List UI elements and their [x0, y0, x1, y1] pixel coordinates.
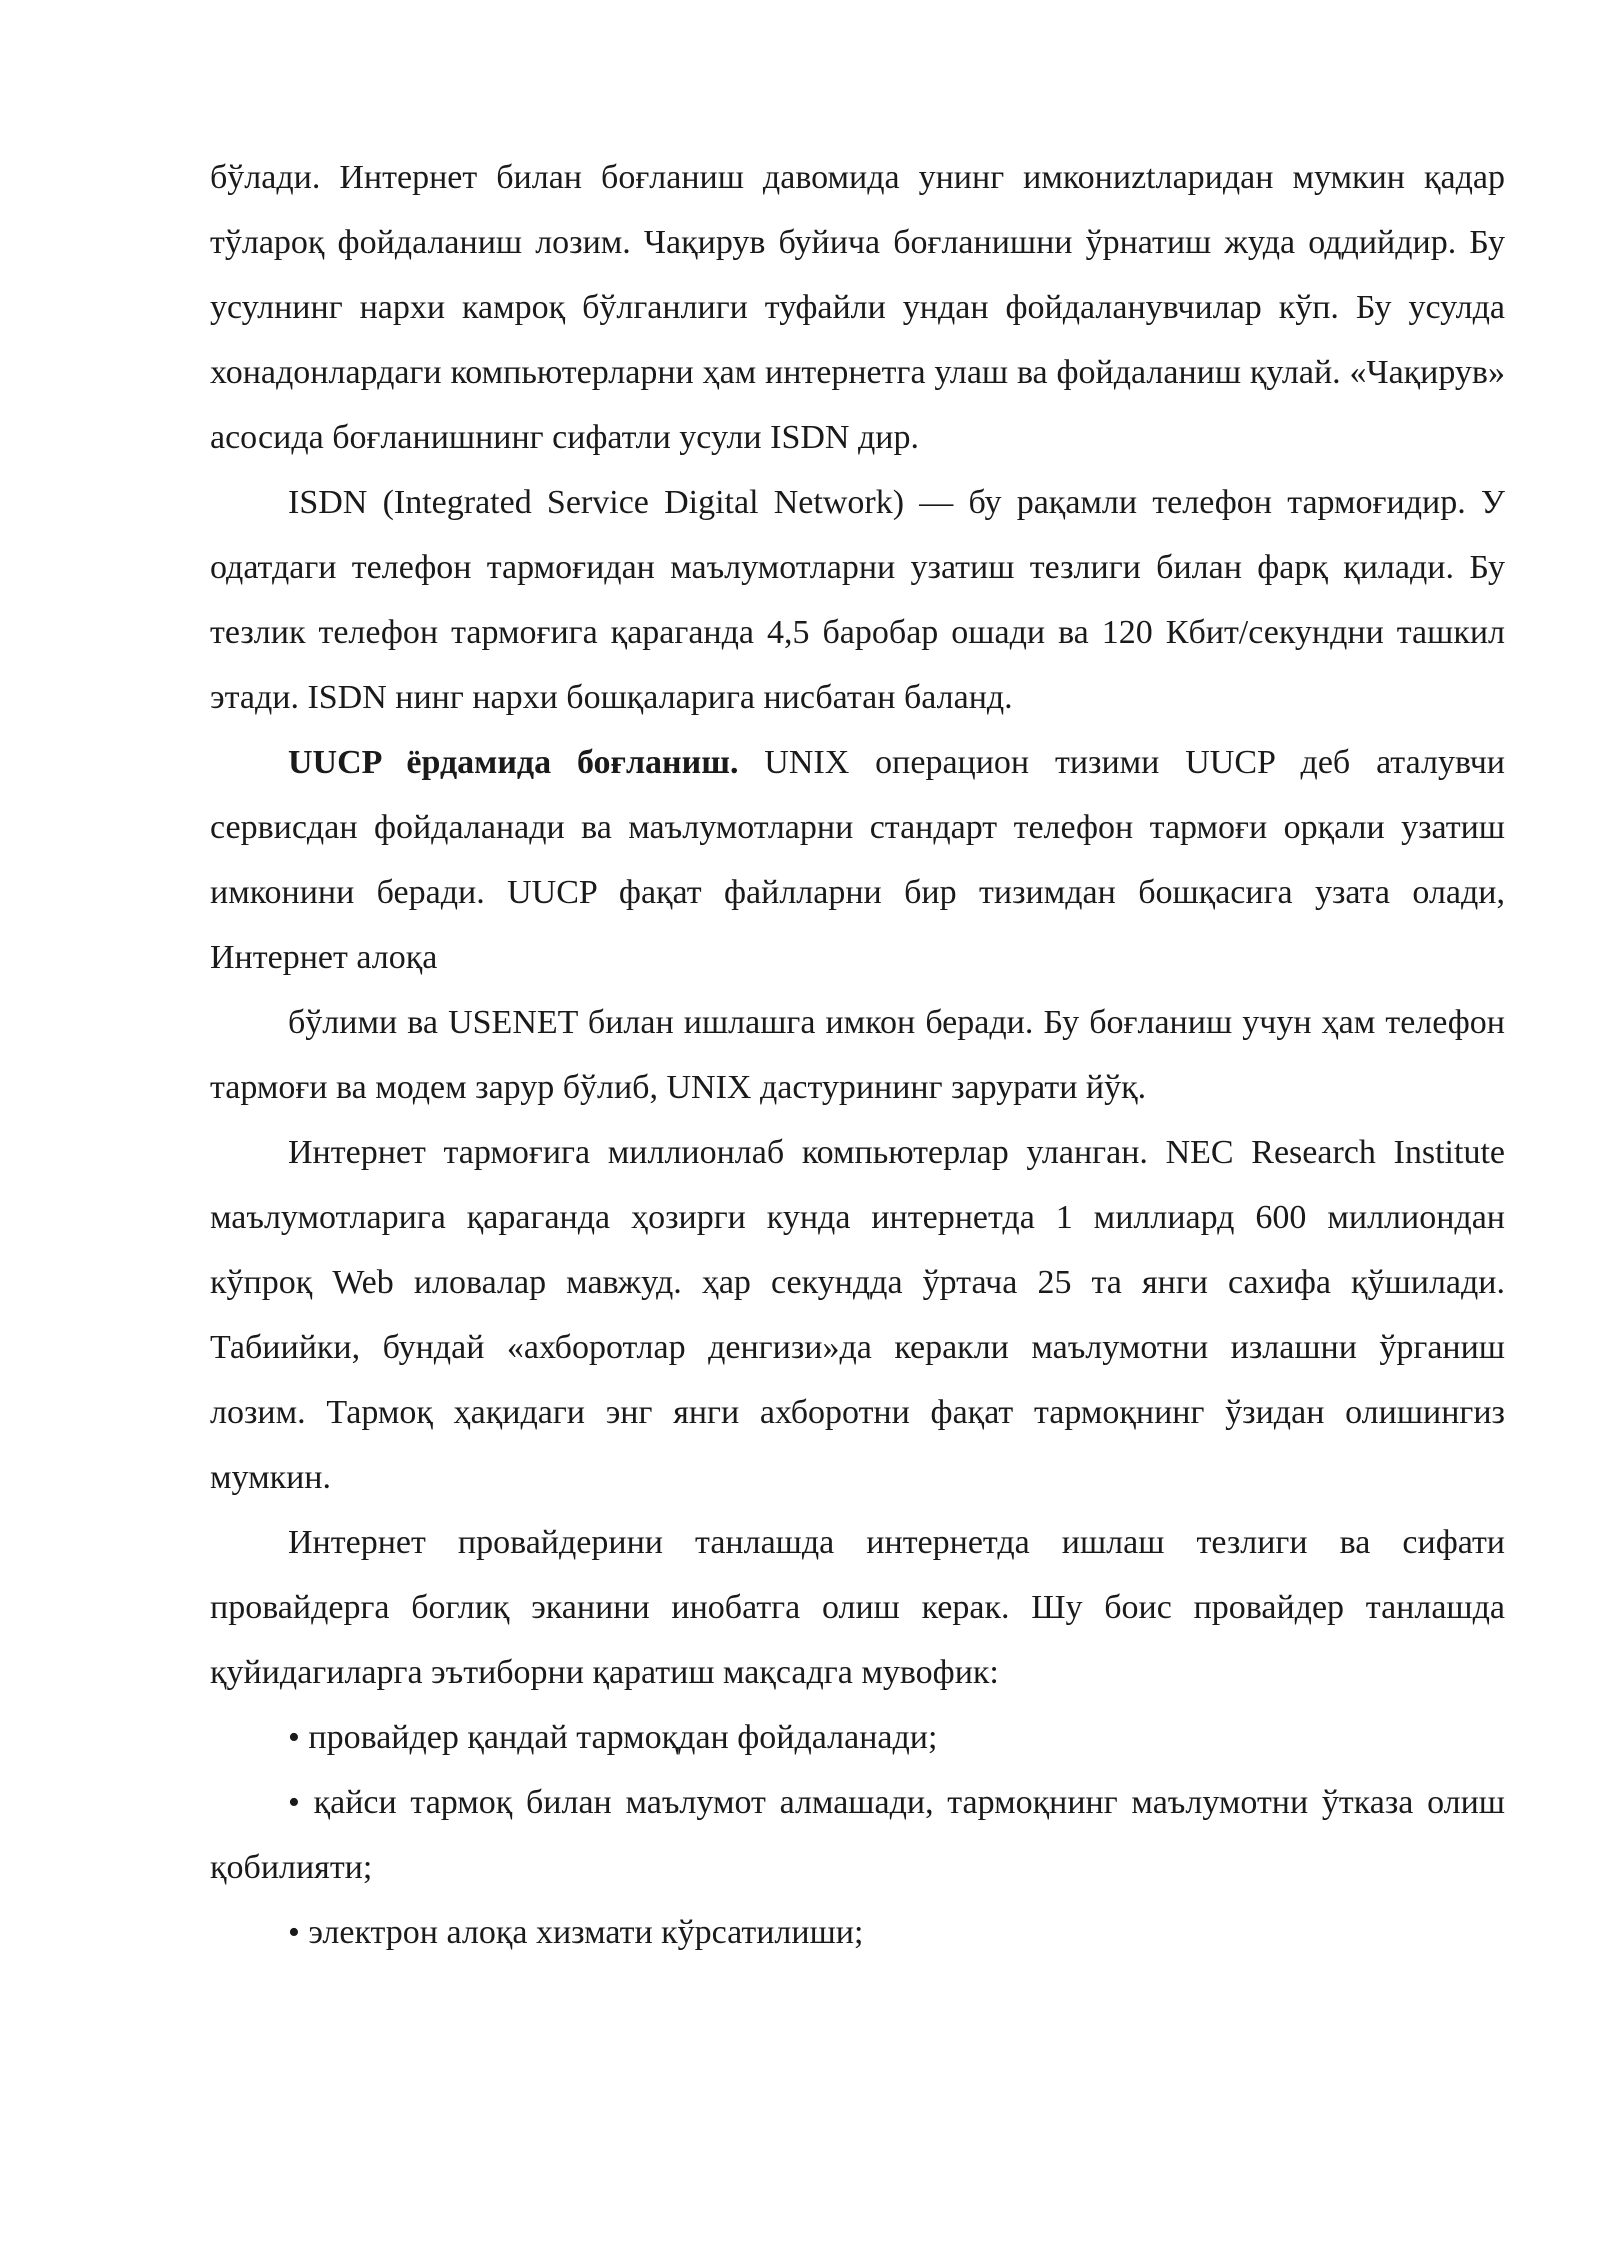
- paragraph-dialup-intro: бўлади. Интернет билан боғланиш давомида унинг имкониztларидан мумкин қадар тўлароқ фойдаланиш лозим. Чақирув буйича боғланишни ўрнатиш жуда оддийдир. Бу усулнинг нархи камроқ бўлганлиги туфайли ундан фойдаланувчилар кўп. Бу усулда хонадонлардаги компьютерларни ҳам интернетга улаш ва фойдаланиш қулай. «Чақирув» асосида боғланишнинг сифатли усули ISDN дир.: [210, 159, 1505, 456]
- uucp-body: UNIX операцион тизими UUCP деб аталувчи сервисдан фойдаланади ва маълумотларни стандарт телефон тармоғи орқали узатиш имконини беради. UUCP фақат файлларни бир тизимдан бошқасига узата олади, Интернет алоқа: [210, 744, 1505, 976]
- paragraph-internet-size: Интернет тармоғига миллионлаб компьютерлар уланган. NEC Research Institute маълумотларига қараганда ҳозирги кунда интернетда 1 миллиард 600 миллиондан кўпроқ Web иловалар мавжуд. ҳар секундда ўртача 25 та янги сахифа қўшилади. Табиийки, бундай «ахборотлар денгизи»да керакли маълумотни излашни ўрганиш лозим. Тармоқ ҳақидаги энг янги ахборотни фақат тармоқнинг ўзидан олишингиз мумкин.: [210, 1134, 1505, 1496]
- list-item: • электрон алоқа хизмати кўрсатилиши;: [288, 1914, 864, 1951]
- list-item: • қайси тармоқ билан маълумот алмашади, тармоқнинг маълумотни ўтказа олиш қобилияти;: [210, 1784, 1505, 1886]
- paragraph-isdn: ISDN (Integrated Service Digital Network) — бу рақамли телефон тармоғидир. У одатдаги телефон тармоғидан маълумотларни узатиш тезлиги билан фарқ қилади. Бу тезлик телефон тармоғига қараганда 4,5 баробар ошади ва 120 Кбит/секундни ташкил этади. ISDN нинг нархи бошқаларига нисбатан баланд.: [210, 484, 1505, 716]
- paragraph-provider-choice: Интернет провайдерини танлашда интернетда ишлаш тезлиги ва сифати провайдерга боглиқ эканини инобатга олиш керак. Шу боис провайдер танлашда қуйидагиларга эътиборни қаратиш мақсадга мувофик:: [210, 1524, 1505, 1691]
- uucp-heading: UUCP ёрдамида боғланиш.: [288, 744, 739, 781]
- paragraph-uucp: [210, 730, 1505, 990]
- list-item: • провайдер қандай тармоқдан фойдаланади;: [288, 1719, 938, 1756]
- document-page: [210, 145, 1505, 1965]
- paragraph-usenet: бўлими ва USENET билан ишлашга имкон беради. Бу боғланиш учун ҳам телефон тармоғи ва модем зарур бўлиб, UNIX дастурининг зарурати йўқ.: [210, 1004, 1505, 1106]
